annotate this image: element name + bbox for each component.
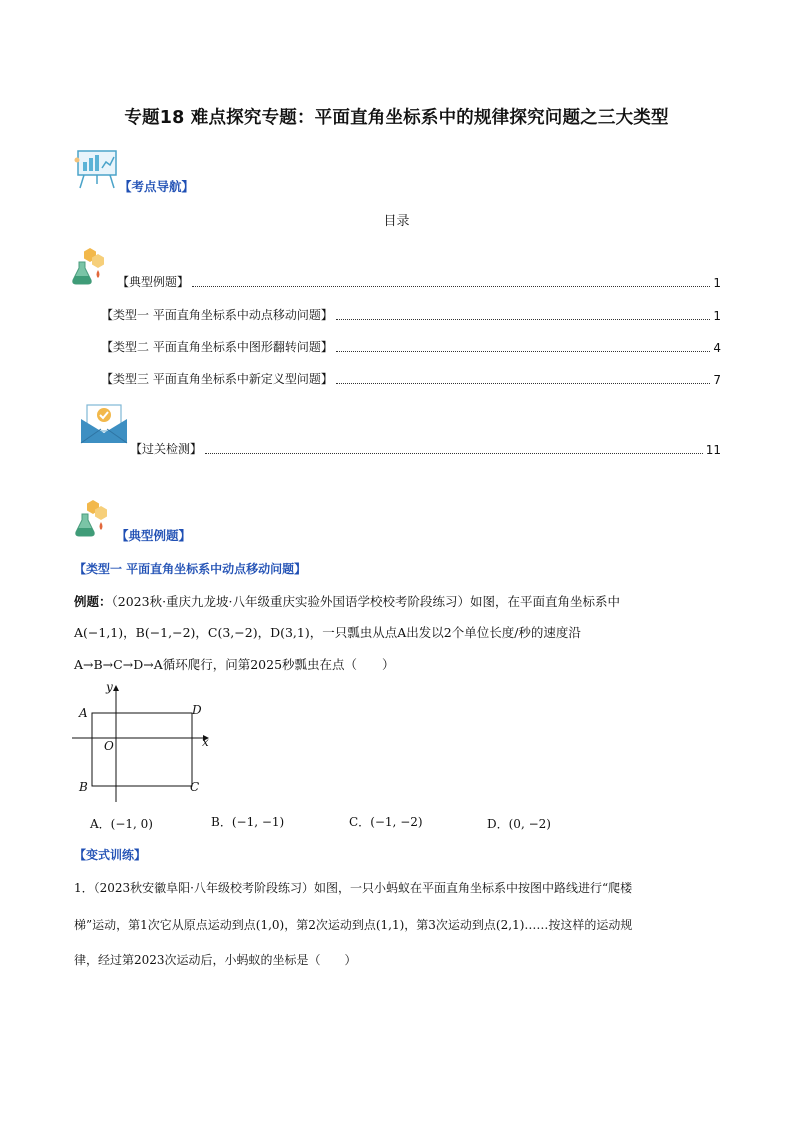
easel-chart-icon [74,148,120,190]
toc-item-type-3[interactable] [101,370,721,387]
envelope-check-icon [79,403,129,445]
toc-item-checkpoint[interactable] [130,440,721,457]
y-axis-label: y [106,680,113,694]
toc-item-page: 1 [713,309,721,323]
coordinate-graph [70,680,220,805]
origin-label: O [104,739,114,753]
option-b[interactable]: B．(−1, −1) [211,815,285,829]
toc-item-typical-examples[interactable] [117,273,721,290]
option-d[interactable]: D．(0, −2) [487,817,551,831]
x-axis-label: x [202,735,209,749]
toc-item-label: 【过关检测】 [130,442,203,456]
example-line-2: A(−1,1)，B(−1,−2)，C(3,−2)，D(3,1)，一只瓢虫从点A出发以2个单位长度/秒的速度沿 [74,625,581,640]
point-a-label: A [79,706,88,720]
toc-item-page: 11 [705,443,721,457]
nav-heading: 【考点导航】 [119,179,195,194]
toc-item-label: 【类型二 平面直角坐标系中图形翻转问题】 [101,340,333,354]
example-line-3: A→B→C→D→A循环爬行，问第2025秒瓢虫在点（ ） [74,657,395,672]
problem-1-line-3: 律，经过第2023次运动后，小蚂蚁的坐标是（ ） [74,953,357,967]
point-b-label: B [79,780,88,794]
flask-hexagon-icon [70,246,110,286]
option-c[interactable]: C．(−1, −2) [349,815,423,829]
toc-item-type-2[interactable] [101,338,721,355]
type1-heading: 【类型一 平面直角坐标系中动点移动问题】 [74,562,307,576]
toc-item-page: 4 [713,341,721,355]
example-label: 例题： [74,594,112,609]
problem-1-line-1: 1．（2023秋安徽阜阳·八年级校考阶段练习）如图，一只小蚂蚁在平面直角坐标系中按图中路线进行“爬楼 [74,881,633,895]
toc-item-page: 1 [713,276,721,290]
point-d-label: D [192,703,202,717]
toc-item-type-1[interactable] [101,306,721,323]
toc-title: 目录 [383,214,410,229]
example-line-1: 例题：（2023秋·重庆九龙坡·八年级重庆实验外国语学校校考阶段练习）如图，在平面直角坐标系中 [74,594,621,609]
toc-item-label: 【典型例题】 [117,275,190,289]
toc-item-label: 【类型三 平面直角坐标系中新定义型问题】 [101,372,333,386]
toc-item-page: 7 [713,373,721,387]
toc-item-label: 【类型一 平面直角坐标系中动点移动问题】 [101,308,333,322]
point-c-label: C [190,780,200,794]
variant-heading: 【变式训练】 [74,848,147,862]
problem-1-line-2: 梯”运动，第1次它从原点运动到点(1,0)，第2次运动到点(1,1)，第3次运动到点(2,1)……按这样的运动规 [74,918,633,932]
page-title: 专题18 难点探究专题：平面直角坐标系中的规律探究问题之三大类型 [124,108,669,128]
section-heading: 【典型例题】 [116,528,192,543]
flask-hexagon-icon [73,498,113,538]
option-a[interactable]: A．(−1, 0) [90,817,153,831]
